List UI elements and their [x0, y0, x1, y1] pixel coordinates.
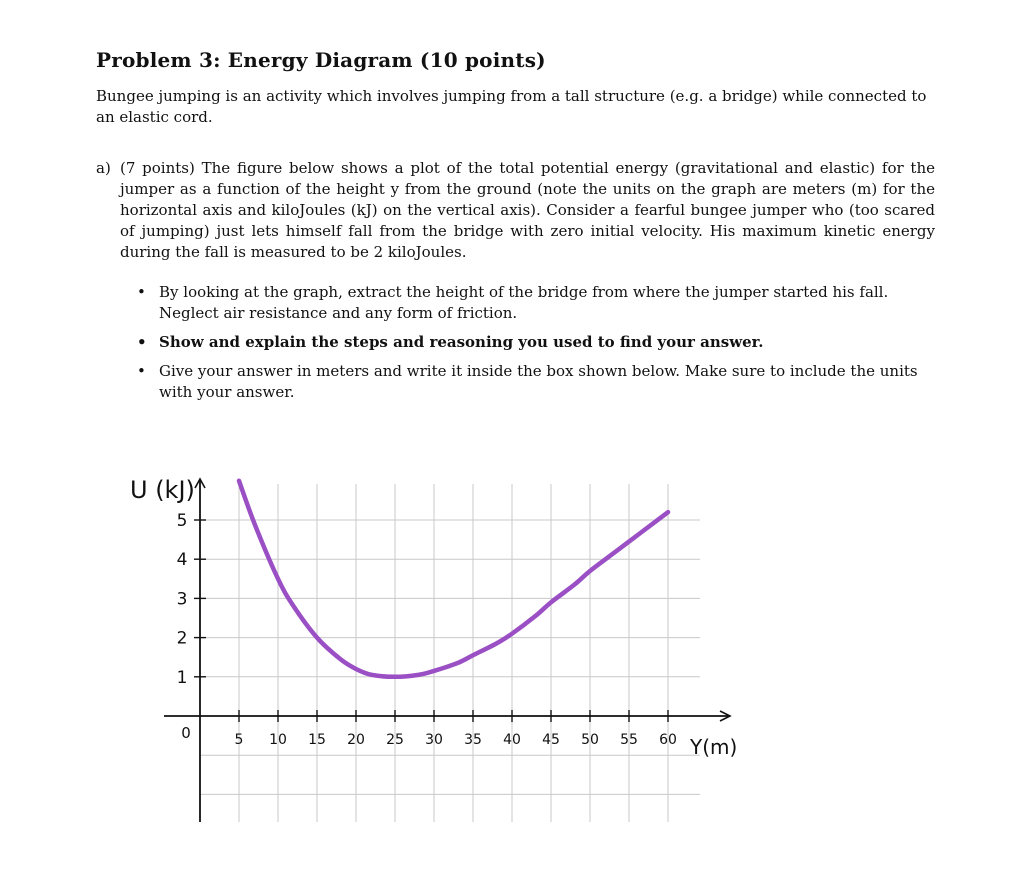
chart-series	[239, 481, 668, 677]
x-tick-label: 5	[234, 732, 244, 748]
x-axis-label: Y(m)	[690, 735, 738, 759]
x-tick-label: 45	[542, 732, 560, 748]
problem-title: Problem 3: Energy Diagram (10 points)	[96, 48, 546, 72]
y-tick-label: 4	[176, 550, 188, 571]
bullet-text: Show and explain the steps and reasoning you used to find your answer.	[159, 333, 764, 351]
chart-grid	[200, 484, 700, 822]
x-tick-label: 25	[386, 732, 404, 748]
y-tick-label: 3	[176, 589, 188, 610]
origin-label: 0	[181, 724, 191, 742]
x-tick-label: 35	[464, 732, 482, 748]
x-tick-label: 20	[347, 732, 365, 748]
y-axis-label: U (kJ)	[130, 476, 195, 504]
bullet-text: By looking at the graph, extract the height of the bridge from where the jumper started his fall. Neglect air resistance and any form of friction.	[159, 283, 889, 322]
bullet-icon: •	[137, 283, 146, 301]
part-a-label: a)	[96, 159, 111, 177]
y-tick-label: 2	[176, 628, 188, 649]
bullet-icon: •	[137, 362, 146, 380]
x-tick-label: 55	[620, 732, 638, 748]
x-tick-label: 10	[269, 732, 287, 748]
y-tick-label: 1	[176, 667, 188, 688]
part-a-text: (7 points) The figure below shows a plot of the total potential energy (gravitational and elastic) for the jumper as a function of the height y from the ground (note the units on the graph are meters (m) for the horizontal axis and kiloJoules (kJ) on the vertical axis). Consider a fearful bungee jumper who (too scared of jumping) just lets himself fall from the bridge with zero initial velocity. His maximum kinetic energy during the fall is measured to be 2 kiloJoules.	[120, 159, 935, 261]
x-tick-label: 40	[503, 732, 521, 748]
y-tick-label: 5	[176, 511, 188, 531]
intro-paragraph: Bungee jumping is an activity which involves jumping from a tall structure (e.g. a bridge) while connected to an elastic cord.	[96, 87, 927, 126]
x-tick-label: 60	[659, 732, 677, 748]
bullet-icon: •	[137, 333, 147, 351]
bullet-text: Give your answer in meters and write it inside the box shown below. Make sure to include the units with your answer.	[159, 362, 918, 401]
potential-energy-curve	[239, 481, 668, 677]
x-tick-label: 30	[425, 732, 443, 748]
x-tick-label: 50	[581, 732, 599, 748]
x-tick-label: 15	[308, 732, 326, 748]
